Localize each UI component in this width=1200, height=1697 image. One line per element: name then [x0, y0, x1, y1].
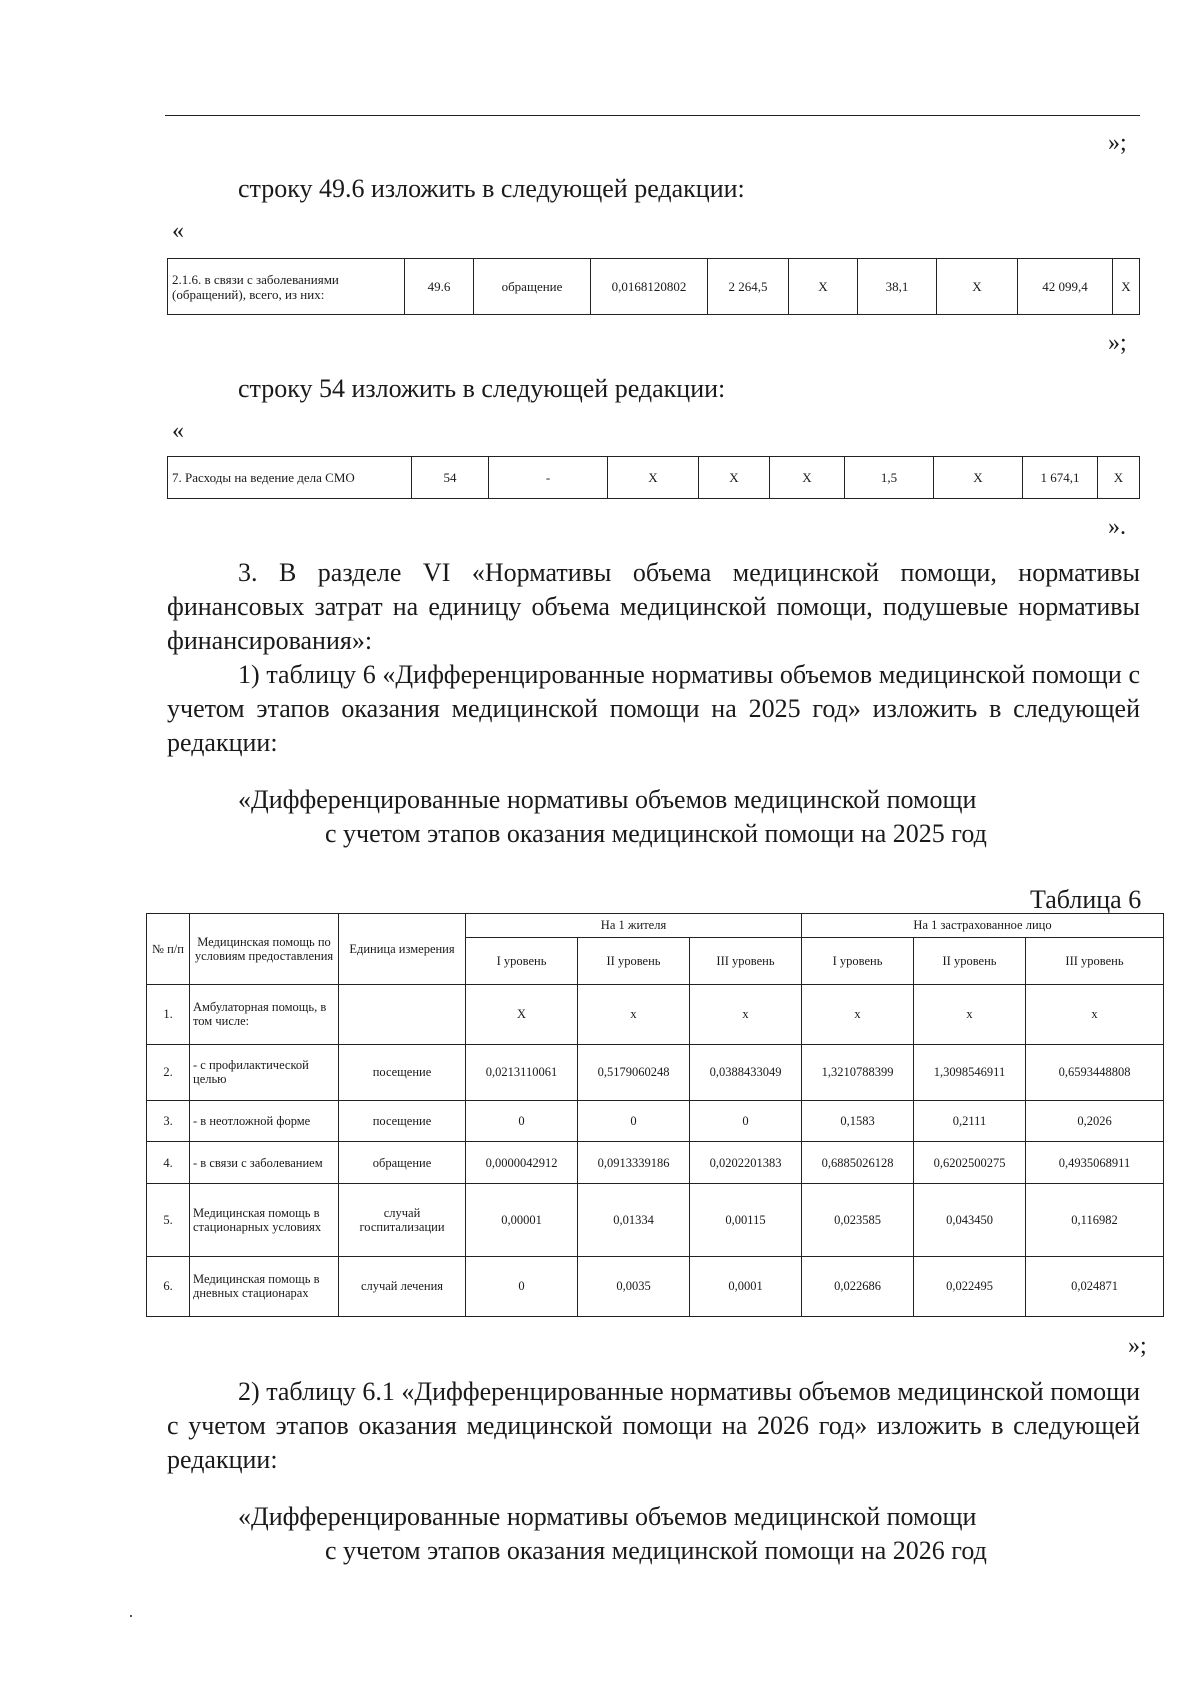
table-header-row — [147, 914, 1164, 938]
row-value: 0,0001 — [690, 1256, 802, 1316]
table-cell: X — [937, 259, 1018, 315]
row-unit: посещение — [339, 1100, 466, 1142]
row-number: 1. — [147, 984, 190, 1044]
row-value: x — [690, 984, 802, 1044]
header-number: № п/п — [147, 914, 190, 985]
table-row — [147, 1044, 1164, 1100]
caption-line-1: «Дифференцированные нормативы объемов медицинской помощи — [238, 785, 977, 814]
table-cell: - — [489, 457, 608, 499]
table-cell: X — [934, 457, 1023, 499]
caption-line-2: с учетом этапов оказания медицинской помощи на 2025 год — [325, 819, 987, 848]
row-value: 0,0388433049 — [690, 1044, 802, 1100]
table-row — [168, 457, 1140, 499]
row-value: 1,3098546911 — [914, 1044, 1026, 1100]
table-cell: 38,1 — [858, 259, 937, 315]
row-number: 5. — [147, 1183, 190, 1256]
row-value: 0,5179060248 — [578, 1044, 690, 1100]
caption-line-2: с учетом этапов оказания медицинской помощи на 2026 год — [325, 1536, 987, 1565]
header-level: III уровень — [690, 937, 802, 984]
table-cell: X — [1113, 259, 1140, 315]
header-level: I уровень — [802, 937, 914, 984]
table-row — [147, 1256, 1164, 1316]
header-per-resident: На 1 жителя — [466, 914, 802, 938]
table-row — [147, 1183, 1164, 1256]
row-value: 0,1583 — [802, 1100, 914, 1142]
row-value: 0,2111 — [914, 1100, 1026, 1142]
table-row — [147, 984, 1164, 1044]
table-cell: 42 099,4 — [1018, 259, 1113, 315]
row-kind: - в связи с заболеванием — [190, 1142, 339, 1184]
header-level: III уровень — [1026, 937, 1164, 984]
row-value: X — [466, 984, 578, 1044]
row-value: x — [914, 984, 1026, 1044]
header-kind: Медицинская помощь по условиям предоставления — [190, 914, 339, 985]
row-value: 0 — [466, 1256, 578, 1316]
table-cell: X — [789, 259, 858, 315]
row-value: x — [1026, 984, 1164, 1044]
table-cell: 49.6 — [405, 259, 474, 315]
row-value: 0,116982 — [1026, 1183, 1164, 1256]
row-value: 0,0213110061 — [466, 1044, 578, 1100]
row-value: 0 — [578, 1100, 690, 1142]
paragraph-item-1: 1) таблицу 6 «Дифференцированные нормативы объемов медицинской помощи с учетом этапов оказания медицинской помощи на 2025 год» изложить в следующей редакции: — [167, 660, 1140, 757]
row-number: 6. — [147, 1256, 190, 1316]
row-number: 2. — [147, 1044, 190, 1100]
table-row — [168, 259, 1140, 315]
row-value: 1,3210788399 — [802, 1044, 914, 1100]
row-value: 0,6593448808 — [1026, 1044, 1164, 1100]
row-kind: - с профилактической целью — [190, 1044, 339, 1100]
row-value: 0,00001 — [466, 1183, 578, 1256]
scan-speck — [130, 1615, 132, 1617]
paragraph-item-2: 2) таблицу 6.1 «Дифференцированные нормативы объемов медицинской помощи с учетом этапов оказания медицинской помощи на 2026 год» изложить в следующей редакции: — [167, 1377, 1140, 1474]
row-value: 0,4935068911 — [1026, 1142, 1164, 1184]
table-cell: 7. Расходы на ведение дела СМО — [168, 457, 412, 499]
table-cell: 2.1.6. в связи с заболеваниями (обращений), всего, из них: — [168, 259, 405, 315]
row-54-table — [167, 456, 1140, 499]
row-kind: Амбулаторная помощь, в том числе: — [190, 984, 339, 1044]
row-value: 0,0000042912 — [466, 1142, 578, 1184]
table-cell: 54 — [412, 457, 489, 499]
row-value: 0,023585 — [802, 1183, 914, 1256]
row-value: 0,0035 — [578, 1256, 690, 1316]
table-cell: X — [770, 457, 845, 499]
row-value: 0 — [690, 1100, 802, 1142]
table-cell: X — [1098, 457, 1140, 499]
row-unit: случай лечения — [339, 1256, 466, 1316]
row-value: 0,0202201383 — [690, 1142, 802, 1184]
row-value: 0,01334 — [578, 1183, 690, 1256]
table-cell: 0,0168120802 — [591, 259, 708, 315]
row-value: 0,043450 — [914, 1183, 1026, 1256]
table-cell: обращение — [474, 259, 591, 315]
closing-quote: »; — [1108, 330, 1127, 356]
header-per-insured: На 1 застрахованное лицо — [802, 914, 1164, 938]
row-value: 0,00115 — [690, 1183, 802, 1256]
row-unit: посещение — [339, 1044, 466, 1100]
table-cell: 1 674,1 — [1023, 457, 1098, 499]
row-value: 0,022495 — [914, 1256, 1026, 1316]
opening-quote: « — [172, 418, 184, 444]
row-unit — [339, 984, 466, 1044]
row-value: 0,0913339186 — [578, 1142, 690, 1184]
row-kind: Медицинская помощь в дневных стационарах — [190, 1256, 339, 1316]
table-6 — [146, 913, 1164, 1317]
row-value: 0,6202500275 — [914, 1142, 1026, 1184]
row-value: 0,2026 — [1026, 1100, 1164, 1142]
row-number: 4. — [147, 1142, 190, 1184]
instruction-row-49-6: строку 49.6 изложить в следующей редакции: — [238, 174, 745, 203]
closing-quote: »; — [1108, 130, 1127, 156]
paragraph-section-3: 3. В разделе VI «Нормативы объема медицинской помощи, нормативы финансовых затрат на единицу объема медицинской помощи, подушевые нормативы финансирования»: — [167, 558, 1140, 655]
header-level: II уровень — [578, 937, 690, 984]
table-cell: 2 264,5 — [708, 259, 789, 315]
row-kind: - в неотложной форме — [190, 1100, 339, 1142]
table-6-label: Таблица 6 — [1030, 885, 1142, 914]
header-unit: Единица измерения — [339, 914, 466, 985]
opening-quote: « — [172, 218, 184, 244]
caption-line-1: «Дифференцированные нормативы объемов медицинской помощи — [238, 1502, 977, 1531]
instruction-row-54: строку 54 изложить в следующей редакции: — [238, 374, 726, 403]
header-level: II уровень — [914, 937, 1026, 984]
table-cell: X — [699, 457, 770, 499]
table-cell: 1,5 — [845, 457, 934, 499]
row-value: 0,022686 — [802, 1256, 914, 1316]
row-number: 3. — [147, 1100, 190, 1142]
row-49-6-table — [167, 258, 1140, 315]
table-row — [147, 1142, 1164, 1184]
table-cell: X — [608, 457, 699, 499]
closing-quote: ». — [1108, 514, 1126, 540]
header-level: I уровень — [466, 937, 578, 984]
row-value: x — [802, 984, 914, 1044]
closing-quote: »; — [1128, 1333, 1147, 1359]
row-value: 0,6885026128 — [802, 1142, 914, 1184]
row-value: 0,024871 — [1026, 1256, 1164, 1316]
row-unit: обращение — [339, 1142, 466, 1184]
row-value: x — [578, 984, 690, 1044]
table-row — [147, 1100, 1164, 1142]
row-kind: Медицинская помощь в стационарных условиях — [190, 1183, 339, 1256]
top-rule — [165, 115, 1140, 116]
row-value: 0 — [466, 1100, 578, 1142]
row-unit: случай госпитализации — [339, 1183, 466, 1256]
